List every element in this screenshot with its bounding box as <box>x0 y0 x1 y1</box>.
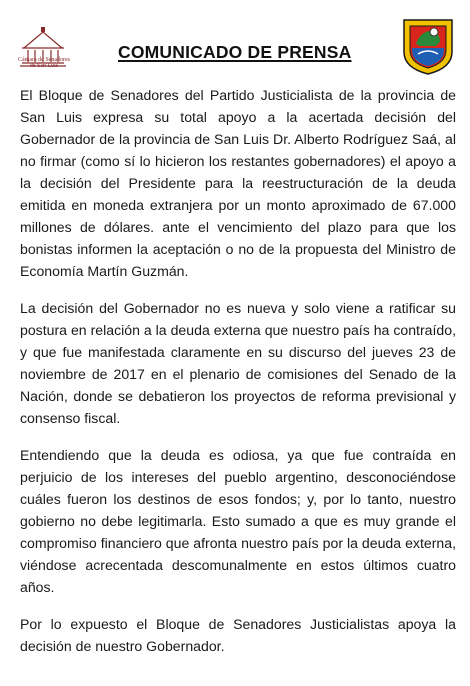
justicialist-party-shield-icon <box>400 14 456 76</box>
press-release-body <box>20 84 456 672</box>
paragraph: El Bloque de Senadores del Partido Justicialista de la provincia de San Luis expresa su total apoyo a la acertada decisión del Gobernador de la provincia de San Luis Dr. Alberto Rodríguez Saá, al no firmar (como sí lo hicieron los restantes gobernadores) el apoyo a la decisión del Presidente para la reestructuración de la deuda emitida en moneda extranjera por un monto aproximado de 67.000 millones de dólares. ante el vencimiento del plazo para que los bonistas informen la aceptación o no de la propuesta del Ministro de Economía Martín Guzmán. <box>20 87 456 279</box>
paragraph: Entendiendo que la deuda es odiosa, ya que fue contraída en perjuicio de los intereses del pueblo argentino, desconociéndose cuáles fueron los destinos de esos fondos; y, por lo tanto, nuestro gobierno no debe legitimarla. Esto sumado a que es muy grande el compromiso financiero que afronta nuestro país por la deuda externa, viéndose acrecentada descomunalmente en estos últimos cuatro años. <box>20 447 456 595</box>
senate-logo-caption <box>14 57 74 69</box>
paragraph: La decisión del Gobernador no es nueva y solo viene a ratificar su postura en relación a la deuda externa que nuestro país ha contraído, y que fue manifestada claramente en su discurso del jueves 23 de noviembre de 2017 en el plenario de comisiones del Senado de la Nación, donde se debatieron los proyectos de reforma previsional y consenso fiscal. <box>20 300 456 426</box>
senate-caption-line2: de San Luis <box>29 63 59 69</box>
paragraph: Por lo expuesto el Bloque de Senadores Justicialistas apoya la decisión de nuestro Gobernador. <box>20 616 456 654</box>
document-header <box>0 0 470 76</box>
page-title: COMUNICADO DE PRENSA <box>118 42 352 62</box>
senate-caption-line1: Cámara de Senadores <box>18 57 70 63</box>
